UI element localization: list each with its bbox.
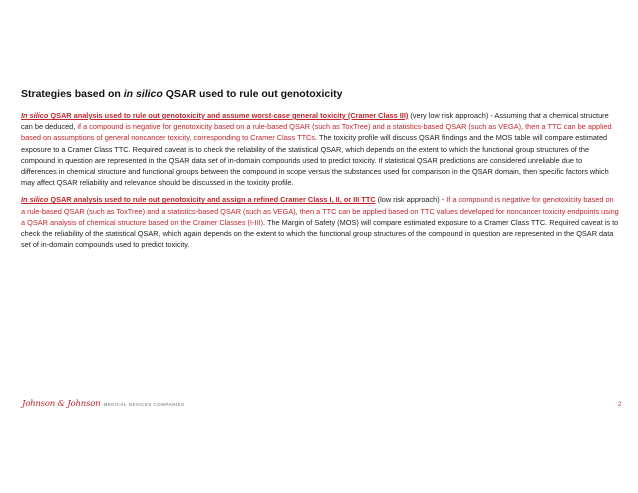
paragraph-2-red-text: If a compound is negative for genotoxicity based on a rule-based QSAR (such as ToxTree) and a statistics-based QSAR (such as VEGA), then a TTC can be applied based on TTC values developed for noncancer toxicity endpoints using a QSAR analysis of chemical structure based on the Cramer Classes (I-III) bbox=[21, 195, 619, 227]
paragraph-2-text-2: . The Margin of Safety (MOS) will compare estimated exposure to a Cramer Class TTC. Required caveat is to check the reliability of the statistical QSAR, which again depends on the extent to which the functional group structures of the compound in question are represented in the QSAR data set of in-domain compounds used to predict toxicity. bbox=[21, 217, 619, 250]
paragraph-2-heading-rest: QSAR analysis used to rule out genotoxicity and assign a refined Cramer Class I, II, or III TTC bbox=[48, 195, 376, 205]
company-logo bbox=[22, 399, 184, 413]
paragraph-2-heading-italic: In silico bbox=[21, 195, 49, 205]
slide-title bbox=[21, 88, 621, 100]
title-prefix: Strategies based on bbox=[21, 88, 124, 100]
paragraph-1-red-text: if a compound is negative for genotoxicity based on a rule-based QSAR (such as ToxTree) and a statistics-based QSAR (such as VEGA), then a TTC can be applied based on assumptions of general noncancer toxicity, corresponding to Cramer Class TTCs bbox=[21, 122, 612, 143]
paragraph-2-text-1: (low risk approach) - bbox=[375, 195, 447, 205]
paragraph-1-heading bbox=[21, 111, 408, 120]
paragraph-2-heading bbox=[21, 195, 376, 204]
title-suffix: QSAR used to rule out genotoxicity bbox=[162, 88, 343, 100]
body-text bbox=[21, 110, 619, 256]
paragraph-refined-cramer bbox=[21, 194, 619, 250]
page-number: 2 bbox=[618, 402, 622, 408]
logo-subtitle: MEDICAL DEVICES COMPANIES bbox=[103, 402, 185, 407]
logo-wordmark: Johnson & Johnson bbox=[22, 399, 101, 409]
paragraph-1-text-2: . The toxicity profile will discuss QSAR findings and the MOS table will compare estimated exposure to a Cramer Class TTC. Required caveat is to check the reliability of the statistical QSAR, which depends on the extent to which the functional group structures of the compound in question are represented in the QSAR data set of in-domain compounds used to predict toxicity. If statistical QSAR predictions are considered unreliable due to differences in chemical structure and functional groups between the compound in scope versus the substances used for comparison in the QSAR domain, then specific factors which may affect QSAR reliability and relevance should be discussed in the toxicity profile. bbox=[21, 133, 609, 188]
title-italic: in silico bbox=[123, 88, 163, 100]
paragraph-worst-case bbox=[21, 110, 619, 188]
paragraph-1-heading-italic: In silico bbox=[21, 111, 49, 120]
paragraph-1-text-1: (very low risk approach) - Assuming that a chemical structure can be deduced, bbox=[21, 111, 609, 132]
paragraph-1-heading-rest: QSAR analysis used to rule out genotoxicity and assume worst-case general toxicity (Cramer Class III) bbox=[48, 111, 409, 120]
